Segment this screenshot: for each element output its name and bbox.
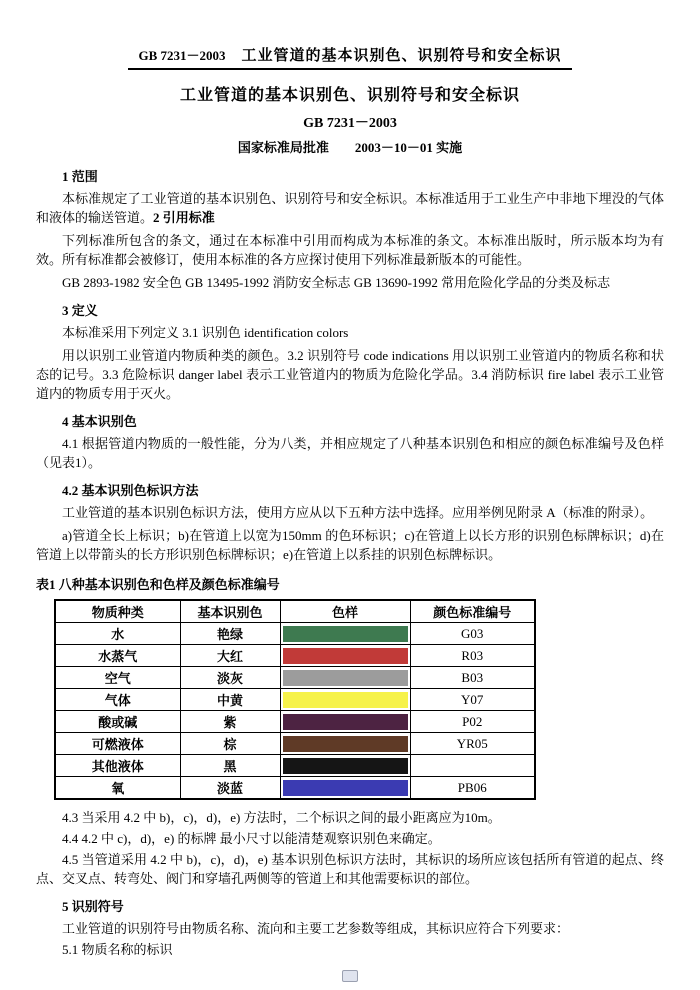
color-swatch (283, 714, 408, 730)
cell-swatch (280, 777, 410, 800)
color-swatch (283, 626, 408, 642)
cell-substance: 气体 (55, 689, 180, 711)
cell-swatch (280, 689, 410, 711)
para-methods-list: a)管道全长上标识；b)在管道上以宽为150mm 的色环标识；c)在管道上以长方形的识别色标牌标识；d)在管道上以带箭头的长方形识别色标牌标识；e)在管道上以系挂的识别色标牌标识。 (36, 528, 664, 562)
cell-swatch (280, 711, 410, 733)
cell-swatch (280, 755, 410, 777)
section-4-2-heading: 4.2 基本识别色标识方法 (62, 483, 199, 498)
color-swatch (283, 692, 408, 708)
table-row (55, 623, 535, 645)
color-swatch (283, 758, 408, 774)
cell-color-name: 中黄 (180, 689, 280, 711)
cell-substance: 酸或碱 (55, 711, 180, 733)
running-header (36, 44, 664, 70)
table-row (55, 667, 535, 689)
cell-color-name: 艳绿 (180, 623, 280, 645)
section-2-heading-inline: 2 引用标准 (153, 210, 215, 225)
para-4-1: 4.1 根据管道内物质的一般性能，分为八类，并相应规定了八种基本识别色和相应的颜色标准编号及色样（见表1）。 (36, 436, 664, 470)
table-row (55, 733, 535, 755)
cell-color-name: 紫 (180, 711, 280, 733)
para-5-1: 5.1 物质名称的标识 (62, 942, 173, 957)
cell-code: Y07 (410, 689, 535, 711)
para-4-3: 4.3 当采用 4.2 中 b)，c)，d)，e) 方法时，二个标识之间的最小距离应为10m。 (62, 810, 501, 825)
cell-substance: 氧 (55, 777, 180, 800)
cell-color-name: 淡灰 (180, 667, 280, 689)
cell-code: YR05 (410, 733, 535, 755)
cell-code: PB06 (410, 777, 535, 800)
section-5-heading: 5 识别符号 (62, 899, 124, 914)
cell-swatch (280, 667, 410, 689)
cell-substance: 可燃液体 (55, 733, 180, 755)
col-header-swatch: 色样 (280, 600, 410, 623)
cell-color-name: 棕 (180, 733, 280, 755)
para-scope (36, 189, 664, 227)
cell-swatch (280, 645, 410, 667)
cell-substance: 水蒸气 (55, 645, 180, 667)
para-scope-text: 本标准规定了工业管道的基本识别色、识别符号和安全标识。本标准适用于工业生产中非地下埋没的气体和液体的输送管道。 (36, 191, 664, 225)
cell-code: B03 (410, 667, 535, 689)
col-header-color-name: 基本识别色 (180, 600, 280, 623)
table-row (55, 689, 535, 711)
cell-swatch (280, 623, 410, 645)
col-header-substance: 物质种类 (55, 600, 180, 623)
cell-color-name: 大红 (180, 645, 280, 667)
color-swatch (283, 670, 408, 686)
para-5-intro: 工业管道的识别符号由物质名称、流向和主要工艺参数等组成，其标识应符合下列要求： (62, 921, 570, 936)
para-4-5: 4.5 当管道采用 4.2 中 b)，c)，d)，e) 基本识别色标识方法时，其标识的场所应该包括所有管道的起点、终点、交叉点、转弯处、阀门和穿墙孔两侧等的管道上和其他需要标识的部位。 (36, 852, 664, 886)
running-header-title: 工业管道的基本识别色、识别符号和安全标识 (241, 48, 562, 64)
color-swatch (283, 780, 408, 796)
table-row (55, 711, 535, 733)
cell-swatch (280, 733, 410, 755)
para-definitions-intro: 本标准采用下列定义 3.1 识别色 identification colors (62, 325, 349, 340)
cell-code: G03 (410, 623, 535, 645)
cell-substance: 空气 (55, 667, 180, 689)
cell-code: R03 (410, 645, 535, 667)
cell-code (410, 755, 535, 777)
footer-page-mark (342, 970, 358, 982)
cell-color-name: 黑 (180, 755, 280, 777)
para-references-intro: 下列标准所包含的条文，通过在本标准中引用而构成为本标准的条文。本标准出版时，所示版本均为有效。所有标准都会被修订，使用本标准的各方应探讨使用下列标准最新版本的可能性。 (36, 233, 664, 267)
table-row (55, 777, 535, 800)
page-title: 工业管道的基本识别色、识别符号和安全标识 (179, 87, 520, 104)
section-1-heading: 1 范围 (62, 169, 98, 184)
para-definitions: 用以识别工业管道内物质种类的颜色。3.2 识别符号 code indications 用以识别工业管道内的物质名称和状态的记号。3.3 危险标识 danger label 表示工业管道内的物质为危险化学品。3.4 消防标识 fire label 表示工业管道内的物质专用于灭火。 (36, 348, 664, 401)
cell-substance: 其他液体 (55, 755, 180, 777)
approval-line: 国家标准局批准 2003－10－01 实施 (237, 140, 463, 155)
col-header-code: 颜色标准编号 (410, 600, 535, 623)
color-swatch (283, 736, 408, 752)
table-row (55, 645, 535, 667)
cell-substance: 水 (55, 623, 180, 645)
color-table (54, 599, 536, 800)
color-swatch (283, 648, 408, 664)
cell-color-name: 淡蓝 (180, 777, 280, 800)
para-referenced-standards: GB 2893-1982 安全色 GB 13495-1992 消防安全标志 GB 13690-1992 常用危险化学品的分类及标志 (62, 275, 611, 290)
para-4-2: 工业管道的基本识别色标识方法，使用方应从以下五种方法中选择。应用举例见附录 A（标准的附录）。 (62, 505, 654, 520)
section-4-heading: 4 基本识别色 (62, 414, 137, 429)
cell-code: P02 (410, 711, 535, 733)
table-header-row (55, 600, 535, 623)
standard-number: GB 7231－2003 (303, 116, 397, 131)
para-4-4: 4.4 4.2 中 c)，d)，e) 的标牌 最小尺寸以能清楚观察识别色来确定。 (62, 831, 441, 846)
running-header-standard-number: GB 7231－2003 (138, 48, 226, 63)
table-row (55, 755, 535, 777)
section-3-heading: 3 定义 (62, 303, 98, 318)
running-header-underline (128, 44, 571, 70)
table-caption: 表1 八种基本识别色和色样及颜色标准编号 (36, 577, 280, 592)
